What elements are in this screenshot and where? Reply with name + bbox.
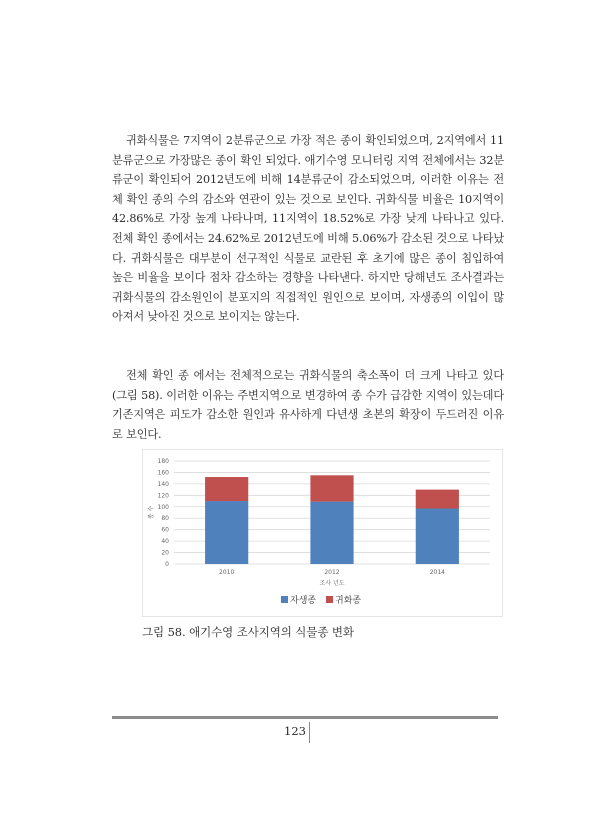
bar-native-2014 [416,508,459,564]
footer-rule [112,716,498,719]
paragraph-2-text: 전체 확인 종 에서는 전체적으로는 귀화식물의 축소폭이 더 크게 나타고 있다(그림 58). 이러한 이유는 주변지역으로 변경하여 종 수가 급감한 지역이 있는데다 기존지역은 피도가 감소한 원인과 유사하게 다년생 초본의 확장이 두드러진 이유로 보인다. [112,369,504,441]
y-tick-label: 160 [157,469,169,477]
x-axis-title: 조사 년도 [319,580,345,587]
bar-naturalized-2014 [416,490,459,509]
y-tick-label: 60 [161,526,169,534]
paragraph-total-species [112,366,504,444]
legend-swatch-native [281,596,288,603]
x-tick-label: 2012 [324,569,340,576]
legend-label: 자생종 [290,596,317,606]
species-change-chart [142,449,503,617]
y-tick-label: 140 [157,480,169,488]
bar-native-2010 [205,501,248,564]
page-number-separator [309,722,310,743]
figure-caption: 그림 58. 애기수영 조사지역의 식물종 변화 [142,625,354,639]
x-tick-label: 2014 [429,569,445,576]
page-number: 123 [284,724,306,738]
y-tick-label: 100 [157,503,169,511]
x-tick-label: 2010 [219,569,235,576]
y-tick-label: 80 [161,515,169,523]
paragraph-naturalized-plants [112,131,504,327]
y-tick-label: 0 [165,561,169,568]
legend-label: 귀화종 [335,596,362,606]
y-tick-label: 20 [161,549,169,557]
paragraph-1-text: 귀화식물은 7지역이 2분류군으로 가장 적은 종이 확인되었으며, 2지역에서 11분류군으로 가장많은 종이 확인 되었다. 애기수영 모니터링 지역 전체에서는 32분류군이 확인되어 2012년도에 비해 14분류군이 감소되었으며, 이러한 이유는 전체 확인 종의 수의 감소와 연관이 있는 것으로 보인다. 귀화식물 비율은 10지역이 42.86%로 가장 높게 나타나며, 11지역이 18.52%로 가장 낮게 나타나고 있다. 전체 확인 종에서는 24.62%로 2012년도에 비해 5.06%가 감소된 것으로 나타났다. 귀화식물은 대부분이 선구적인 식물로 교란된 후 초기에 많은 종이 침입하여 높은 비율을 보이다 점차 감소하는 경향을 나타낸다. 하지만 당해년도 조사결과는 귀화식물의 감소원인이 분포지의 직접적인 원인으로 보이며, 자생종의 이입이 많아져서 낮아진 것으로 보이지는 않는다. [112,134,504,324]
y-axis-title: 종 수 [148,505,155,520]
bar-native-2012 [310,502,353,564]
y-tick-label: 40 [161,538,169,546]
y-tick-label: 180 [157,458,169,465]
bar-naturalized-2012 [310,475,353,501]
y-tick-label: 120 [157,492,169,500]
chart-svg [143,450,502,616]
legend-swatch-naturalized [326,596,333,603]
bar-naturalized-2010 [205,477,248,501]
